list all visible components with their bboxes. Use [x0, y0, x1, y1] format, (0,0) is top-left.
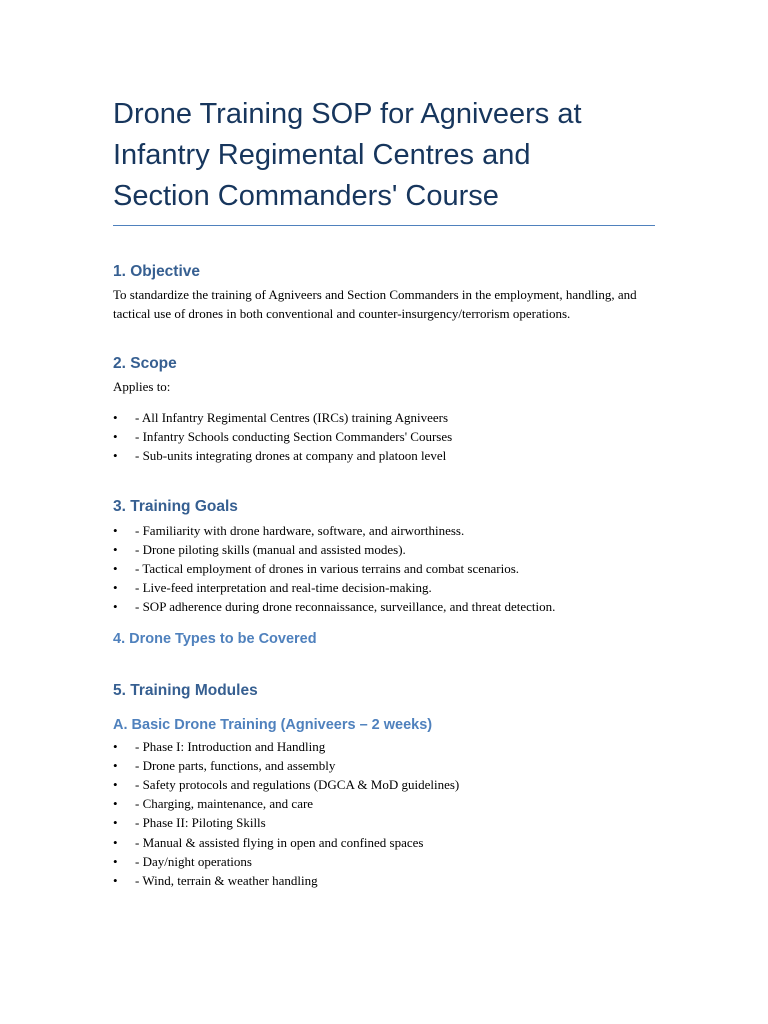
bullet-icon: •	[113, 448, 118, 464]
list-item	[113, 408, 655, 427]
list-item	[113, 578, 655, 597]
list-item	[113, 427, 655, 446]
bullet-icon: •	[113, 429, 118, 445]
bullet-icon: •	[113, 853, 118, 869]
bullet-icon: •	[113, 599, 118, 615]
list-item	[113, 794, 655, 813]
bullet-icon: •	[113, 873, 118, 889]
bullet-icon: •	[113, 522, 118, 538]
list-item	[113, 559, 655, 578]
list-item	[113, 756, 655, 775]
list-item-text: - SOP adherence during drone reconnaissance, surveillance, and threat detection.	[135, 599, 556, 615]
list-item-text: - Drone piloting skills (manual and assisted modes).	[135, 541, 406, 557]
scope-intro: Applies to:	[113, 379, 171, 394]
list-item	[113, 775, 655, 794]
title-line: Section Commanders' Course	[113, 180, 499, 212]
bullet-icon: •	[113, 834, 118, 850]
list-item-text: - Day/night operations	[135, 853, 252, 869]
document-page	[113, 94, 655, 890]
list-item-text: - Wind, terrain & weather handling	[135, 873, 318, 889]
bullet-icon: •	[113, 410, 118, 425]
list-item-text: - Phase II: Piloting Skills	[135, 815, 266, 831]
heading-scope: 2. Scope	[113, 355, 177, 372]
scope-list	[113, 408, 655, 466]
list-item-text: - Familiarity with drone hardware, software, and airworthiness.	[135, 522, 465, 538]
heading-training-goals: 3. Training Goals	[113, 497, 238, 515]
list-item	[113, 852, 655, 871]
bullet-icon: •	[113, 738, 118, 754]
list-item	[113, 833, 655, 852]
title-line: Drone Training SOP for Agniveers at	[113, 98, 582, 130]
bullet-icon: •	[113, 815, 118, 831]
training-goals-list	[113, 521, 655, 617]
bullet-icon: •	[113, 777, 118, 793]
list-item	[113, 540, 655, 559]
list-item	[113, 871, 655, 890]
list-item	[113, 446, 655, 465]
bullet-icon: •	[113, 561, 118, 577]
list-item-text: - Manual & assisted flying in open and confined spaces	[135, 834, 424, 850]
bullet-icon: •	[113, 541, 118, 557]
title-divider	[113, 225, 655, 226]
document-title	[113, 94, 655, 217]
bullet-icon: •	[113, 796, 118, 812]
heading-objective: 1. Objective	[113, 263, 201, 280]
list-item-text: - Infantry Schools conducting Section Commanders' Courses	[135, 429, 453, 445]
list-item	[113, 737, 655, 756]
list-item-text: - Tactical employment of drones in various terrains and combat scenarios.	[135, 561, 520, 577]
list-item	[113, 597, 655, 616]
list-item-text: - Drone parts, functions, and assembly	[135, 757, 336, 773]
list-item	[113, 521, 655, 540]
title-line: Infantry Regimental Centres and	[113, 139, 531, 171]
heading-drone-types: 4. Drone Types to be Covered	[113, 630, 317, 647]
list-item-text: - Safety protocols and regulations (DGCA & MoD guidelines)	[135, 777, 460, 793]
bullet-icon: •	[113, 580, 118, 596]
list-item-text: - Phase I: Introduction and Handling	[135, 738, 326, 754]
list-item-text: - Charging, maintenance, and care	[135, 796, 314, 812]
heading-training-modules: 5. Training Modules	[113, 681, 258, 699]
list-item-text: - Sub-units integrating drones at company and platoon level	[135, 448, 447, 464]
objective-text: To standardize the training of Agniveers and Section Commanders in the employment, handling, and tactical use of drones in both conventional and counter-insurgency/terrorism operations.	[113, 287, 637, 321]
heading-basic-drone-training: A. Basic Drone Training (Agniveers – 2 weeks)	[113, 716, 433, 733]
list-item-text: - All Infantry Regimental Centres (IRCs) training Agniveers	[135, 410, 449, 425]
bullet-icon: •	[113, 757, 118, 773]
basic-training-list	[113, 737, 655, 891]
list-item	[113, 813, 655, 832]
list-item-text: - Live-feed interpretation and real-time decision-making.	[135, 580, 432, 596]
